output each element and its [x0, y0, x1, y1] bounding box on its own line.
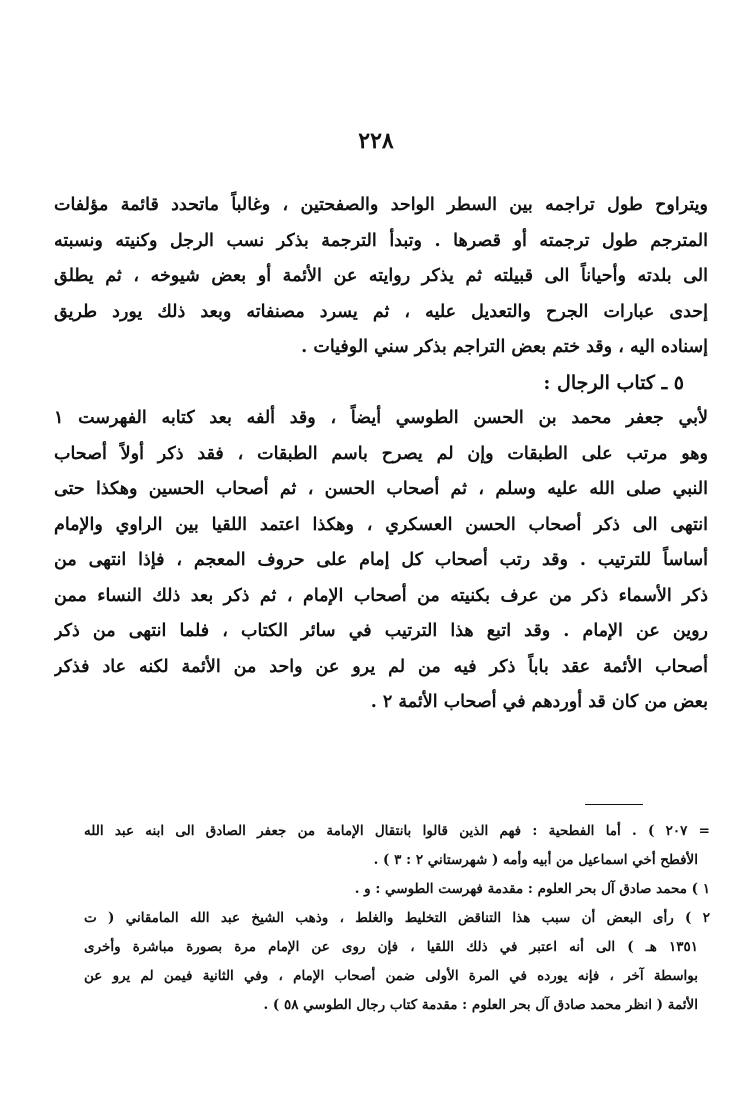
footnotes — [84, 817, 710, 1020]
body-text — [54, 188, 708, 721]
footnote-line: ١ ) محمد صادق آل بحر العلوم : مقدمة فهرست الطوسي : و . — [354, 881, 710, 897]
body-line: لأبي جعفر محمد بن الحسن الطوسي أيضاً ، وقد ألفه بعد كتابه الفهرست ١ — [54, 408, 708, 428]
section-heading: ٥ ـ كتاب الرجال : — [543, 371, 684, 394]
body-line: أصحاب الأئمة عقد باباً ذكر فيه من لم يرو عن واحد من الأئمة لكنه عاد فذكر — [54, 656, 708, 677]
body-line: ذكر الأسماء ذكر من عرف بكنيته من أصحاب الإمام ، ثم ذكر بعد ذلك النساء ممن — [54, 585, 708, 606]
body-line: إسناده اليه ، وقد ختم بعض التراجم بذكر سني الوفيات . — [301, 337, 708, 357]
body-line: روين عن الإمام . وقد اتبع هذا الترتيب في سائر الكتاب ، فلما انتهى من ذكر — [54, 621, 708, 641]
footnote-line: = ٢٠٧ ) . أما الفطحية : فهم الذين قالوا بانتقال الإمامة من جعفر الصادق الى ابنه عبد الله — [84, 823, 710, 839]
footnote-line: الأئمة ( انظر محمد صادق آل بحر العلوم : مقدمة كتاب رجال الطوسي ٥٨ ) . — [263, 997, 698, 1013]
body-line: بعض من كان قد أوردهم في أصحاب الأئمة ٢ . — [370, 692, 708, 712]
body-line: النبي صلى الله عليه وسلم ، ثم أصحاب الحسن ، ثم أصحاب الحسين وهكذا حتى — [54, 479, 708, 499]
footnote-line: ٢ ) رأى البعض أن سبب هذا التناقض التخليط والغلط ، وذهب الشيخ عبد الله المامقاني ( ت — [84, 910, 710, 926]
footnote-line: ١٣٥١ هـ ) الى أنه اعتبر في ذلك اللقيا ، فإن روى عن الإمام مرة بصورة مباشرة وأخرى — [84, 939, 698, 955]
body-line: وهو مرتب على الطبقات وإن لم يصرح باسم الطبقات ، فقد ذكر أولاً أصحاب — [54, 443, 708, 464]
body-line: أساساً للترتيب . وقد رتب أصحاب كل إمام على حروف المعجم ، فإذا انتهى من — [54, 550, 708, 570]
body-line: إحدى عبارات الجرح والتعديل عليه ، ثم يسرد مصنفاته وبعد ذلك يورد طريق — [54, 301, 708, 322]
body-line: ويتراوح طول تراجمه بين السطر الواحد والصفحتين ، وغالباً ماتحدد قائمة مؤلفات — [54, 195, 708, 215]
body-line: انتهى الى ذكر أصحاب الحسن العسكري ، وهكذا اعتمد اللقيا بين الراوي والإمام — [54, 514, 708, 535]
page-number: ٢٢٨ — [358, 128, 394, 154]
body-line: الى بلدته وأحياناً الى قبيلته ثم يذكر روايته عن الأئمة أو بعض شيوخه ، ثم يطلق — [54, 266, 708, 286]
footnote-divider — [585, 804, 643, 805]
body-line: المترجم طول ترجمته أو قصرها . وتبدأ الترجمة بذكر نسب الرجل وكنيته ونسبته — [54, 230, 708, 251]
footnote-line: الأفطح أخي اسماعيل من أبيه وأمه ( شهرستاني ٢ : ٣ ) . — [373, 852, 698, 868]
footnote-line: بواسطة آخر ، فإنه يورده في المرة الأولى ضمن أصحاب الإمام ، وفي الثانية فيمن لم يرو عن — [84, 968, 698, 984]
